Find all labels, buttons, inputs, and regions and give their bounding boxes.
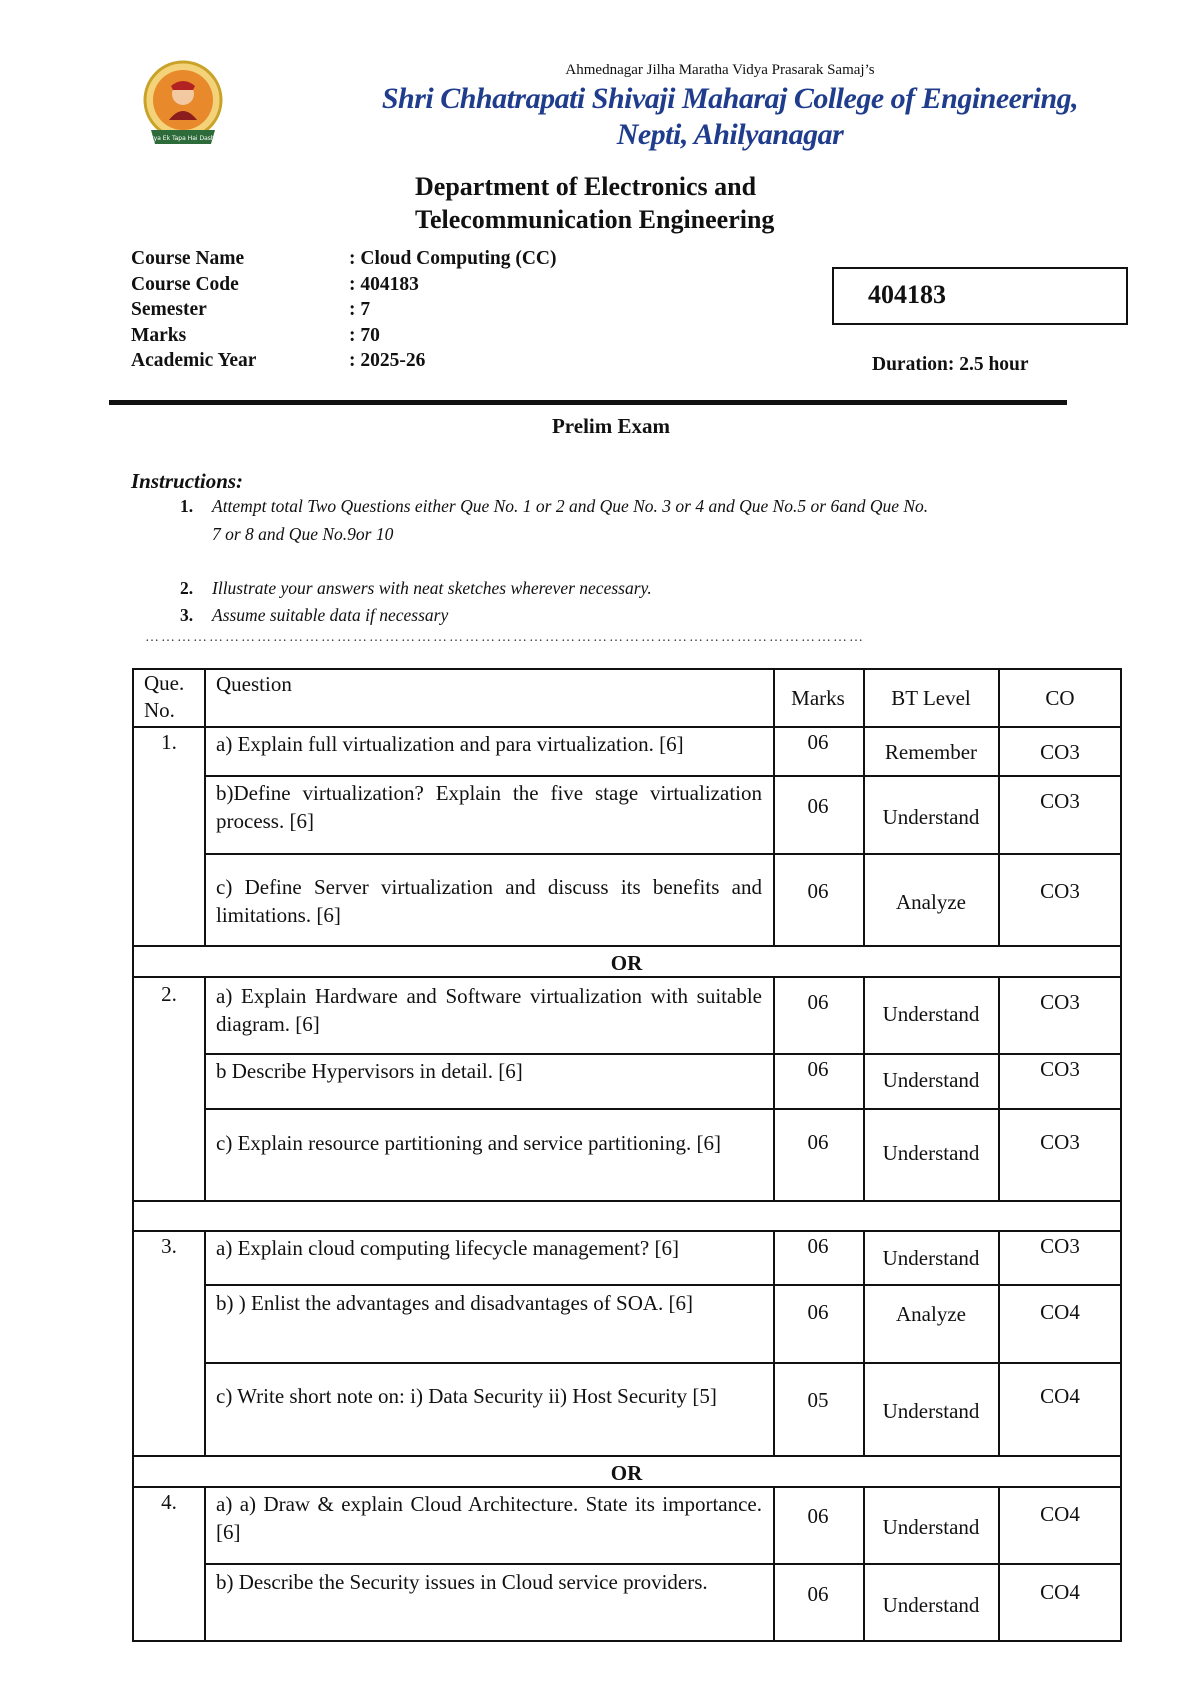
marks-value: 06	[807, 1234, 829, 1258]
info-label: Course Name	[131, 248, 245, 269]
logo-motto: Satya Ek Tapa Hai Dashah	[143, 135, 223, 142]
co-value: CO3	[1040, 789, 1080, 813]
marks-value: 06	[807, 1300, 829, 1324]
question-text: a) Explain Hardware and Software virtualization with suitable diagram. [6]	[216, 984, 762, 1036]
society-name: Ahmednagar Jilha Maratha Vidya Prasarak Samaj’s	[565, 62, 875, 78]
bt-level-value: Understand	[882, 1141, 980, 1165]
marks-value: 05	[807, 1388, 829, 1412]
info-label: Course Code	[131, 273, 239, 295]
table-border	[205, 853, 1122, 855]
info-label: Marks	[131, 324, 187, 346]
table-border	[132, 1230, 1122, 1232]
question-text: b)Define virtualization? Explain the five stage virtualization process. [6]	[216, 781, 762, 833]
question-text: a) Explain full virtualization and para virtualization. [6]	[216, 732, 684, 756]
marks-value: 06	[807, 1582, 829, 1606]
table-border	[773, 668, 775, 947]
info-value: : Cloud Computing (CC)	[349, 248, 557, 269]
co-value: CO4	[1040, 1502, 1080, 1526]
table-border	[998, 1486, 1000, 1642]
co-value: CO3	[1040, 879, 1080, 903]
info-label: Academic Year	[131, 350, 257, 371]
course-info	[131, 248, 556, 376]
question-text: b) ) Enlist the advantages and disadvantages of SOA. [6]	[216, 1291, 694, 1315]
marks-value: 06	[807, 730, 829, 754]
header-divider	[109, 400, 1067, 405]
question-text: c) Write short note on: i) Data Security ii) Host Security [5]	[216, 1384, 717, 1408]
table-border	[863, 976, 865, 1202]
table-border	[773, 976, 775, 1202]
semester-row	[131, 299, 556, 325]
table-border	[132, 976, 1122, 978]
table-border	[132, 726, 1122, 728]
marks-value: 06	[807, 1057, 829, 1081]
marks-value: 06	[807, 794, 829, 818]
table-border	[1120, 668, 1122, 1642]
bt-level-value: Understand	[882, 1002, 980, 1026]
question-text: b) Describe the Security issues in Cloud service providers.	[216, 1570, 708, 1594]
instruction-text: Illustrate your answers with neat sketches wherever necessary.	[212, 578, 652, 598]
table-border	[132, 1486, 1122, 1488]
table-border	[205, 775, 1122, 777]
info-value: : 70	[349, 324, 380, 346]
header-marks: Marks	[791, 686, 845, 710]
marks-value: 06	[807, 1130, 829, 1154]
header-bt-level: BT Level	[891, 686, 971, 710]
instructions-heading: Instructions:	[131, 469, 244, 493]
question-text: c) Define Server virtualization and discuss its benefits and limitations. [6]	[216, 875, 762, 927]
table-border	[204, 668, 206, 947]
table-border	[132, 1640, 1122, 1642]
co-value: CO4	[1040, 1580, 1080, 1604]
department-line1: Department of Electronics and	[415, 172, 757, 201]
co-value: CO4	[1040, 1300, 1080, 1324]
question-text: a) Explain cloud computing lifecycle management? [6]	[216, 1236, 679, 1260]
table-border	[204, 976, 206, 1202]
table-border	[132, 668, 1122, 670]
info-value: : 404183	[349, 273, 419, 295]
table-border	[132, 1200, 1122, 1202]
table-border	[205, 1284, 1122, 1286]
table-border	[205, 1108, 1122, 1110]
or-separator: OR	[610, 951, 643, 975]
department-title	[415, 170, 774, 236]
question-text: c) Explain resource partitioning and service partitioning. [6]	[216, 1131, 721, 1155]
or-separator: OR	[610, 1461, 643, 1485]
academic-year-row	[131, 350, 556, 376]
info-label: Semester	[131, 299, 207, 320]
table-border	[132, 1455, 1122, 1457]
table-border	[205, 1563, 1122, 1565]
course-code-box-text: 404183	[868, 280, 946, 309]
exam-title: Prelim Exam	[551, 414, 670, 438]
college-name-line1: Shri Chhatrapati Shivaji Maharaj College of Engineering,	[381, 82, 1079, 115]
duration: Duration: 2.5 hour	[872, 354, 1029, 375]
table-border	[205, 1362, 1122, 1364]
info-value: : 7	[349, 299, 371, 320]
bt-level-value: Analyze	[896, 890, 966, 914]
course-name-row	[131, 248, 556, 274]
question-number: 2.	[161, 982, 177, 1006]
header-que-no: Que. No.	[144, 671, 185, 722]
table-border	[773, 1486, 775, 1642]
table-border	[998, 668, 1000, 947]
co-value: CO3	[1040, 740, 1080, 764]
table-border	[863, 1230, 865, 1457]
bt-level-value: Understand	[882, 1246, 980, 1270]
bt-level-value: Analyze	[896, 1302, 966, 1326]
marks-value: 06	[807, 990, 829, 1014]
question-number: 3.	[161, 1234, 177, 1258]
co-value: CO3	[1040, 1057, 1080, 1081]
marks-row	[131, 325, 556, 351]
bt-level-value: Understand	[882, 1593, 980, 1617]
table-border	[132, 668, 134, 1642]
table-border	[863, 668, 865, 947]
question-number: 4.	[161, 1490, 177, 1514]
instruction-text: Attempt total Two Questions either Que No. 1 or 2 and Que No. 3 or 4 and Que No.5 or 6and Que No. 7 or 8 and Que No.9or 10	[212, 496, 929, 544]
bt-level-value: Understand	[882, 1399, 980, 1423]
question-text: b Describe Hypervisors in detail. [6]	[216, 1059, 523, 1083]
co-value: CO4	[1040, 1384, 1080, 1408]
instruction-number: 1.	[180, 496, 194, 516]
course-code-row	[131, 274, 556, 300]
instruction-text: Assume suitable data if necessary	[212, 605, 449, 625]
info-value: : 2025-26	[349, 350, 426, 371]
department-line2: Telecommunication Engineering	[415, 205, 775, 234]
table-border	[998, 1230, 1000, 1457]
bt-level-value: Remember	[884, 740, 978, 764]
college-name-line2: Nepti, Ahilyanagar	[616, 118, 844, 151]
marks-value: 06	[807, 1504, 829, 1528]
co-value: CO3	[1040, 990, 1080, 1014]
co-value: CO3	[1040, 1130, 1080, 1154]
college-logo	[133, 58, 233, 150]
table-border	[773, 1230, 775, 1457]
question-text: a) a) Draw & explain Cloud Architecture. State its importance. [6]	[216, 1492, 762, 1544]
header-question: Question	[216, 672, 292, 696]
table-border	[204, 1486, 206, 1642]
table-border	[863, 1486, 865, 1642]
co-value: CO3	[1040, 1234, 1080, 1258]
bt-level-value: Understand	[882, 1068, 980, 1092]
table-border	[132, 945, 1122, 947]
bt-level-value: Understand	[882, 1515, 980, 1539]
course-code-box	[832, 267, 1128, 325]
instruction-number: 2.	[180, 578, 194, 598]
header-co: CO	[1045, 686, 1075, 710]
table-border	[204, 1230, 206, 1457]
table-border	[205, 1053, 1122, 1055]
dotted-separator: ………………………………………………………………………………………………………………………	[145, 630, 865, 645]
marks-value: 06	[807, 879, 829, 903]
bt-level-value: Understand	[882, 805, 980, 829]
table-border	[998, 976, 1000, 1202]
instruction-number: 3.	[180, 605, 194, 625]
question-number: 1.	[161, 730, 177, 754]
